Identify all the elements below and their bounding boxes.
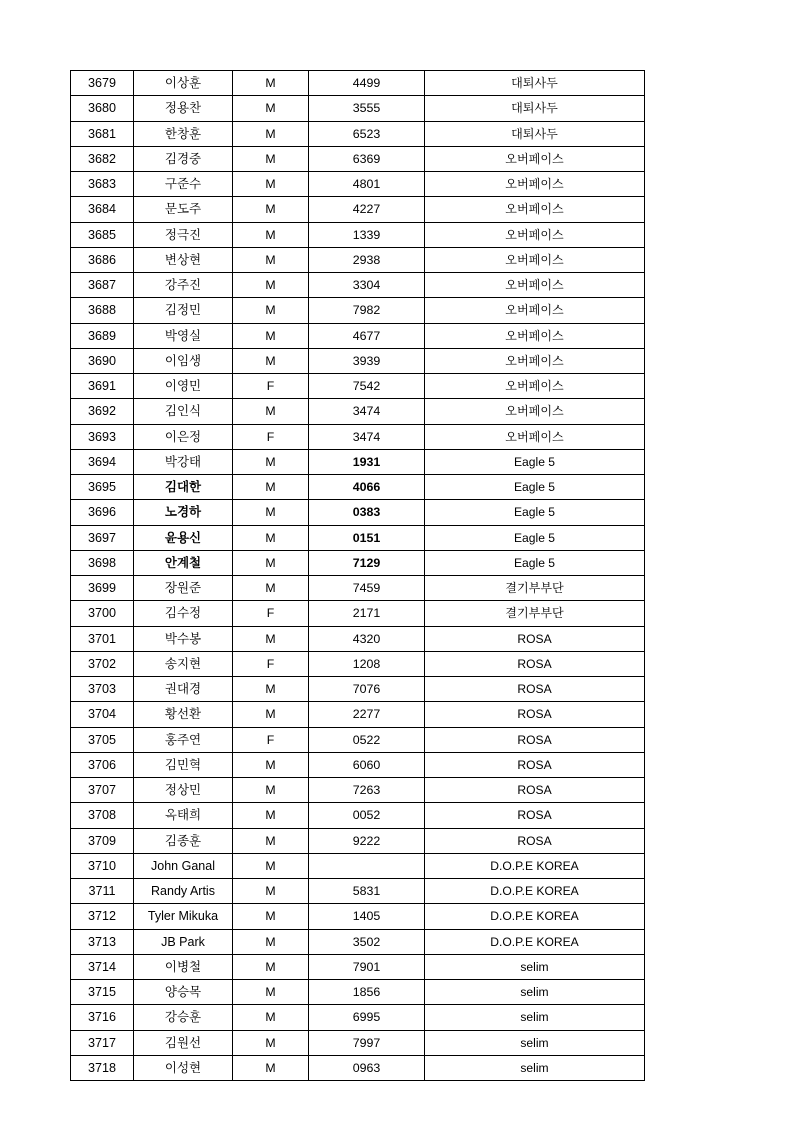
cell-gender: M: [233, 550, 309, 575]
cell-team: 오버페이스: [425, 146, 645, 171]
cell-no: 3690: [71, 348, 134, 373]
cell-name: 양승목: [134, 980, 233, 1005]
cell-gender: M: [233, 803, 309, 828]
cell-name: 이은정: [134, 424, 233, 449]
table-row: [71, 222, 645, 247]
cell-number: 3304: [309, 273, 425, 298]
cell-no: 3716: [71, 1005, 134, 1030]
cell-no: 3700: [71, 601, 134, 626]
cell-team: selim: [425, 980, 645, 1005]
table-row: [71, 954, 645, 979]
cell-team: 대퇴사두: [425, 96, 645, 121]
cell-gender: M: [233, 626, 309, 651]
cell-no: 3715: [71, 980, 134, 1005]
cell-name: 정극진: [134, 222, 233, 247]
cell-team: 오버페이스: [425, 424, 645, 449]
cell-team: selim: [425, 954, 645, 979]
table-row: [71, 1005, 645, 1030]
cell-team: 결기부부단: [425, 601, 645, 626]
cell-gender: M: [233, 121, 309, 146]
cell-team: ROSA: [425, 651, 645, 676]
cell-number: 3555: [309, 96, 425, 121]
cell-no: 3718: [71, 1055, 134, 1080]
cell-number: 7076: [309, 677, 425, 702]
cell-team: 오버페이스: [425, 273, 645, 298]
cell-number: 4801: [309, 172, 425, 197]
cell-gender: M: [233, 449, 309, 474]
cell-number: 0383: [309, 500, 425, 525]
cell-no: 3711: [71, 879, 134, 904]
cell-no: 3695: [71, 475, 134, 500]
cell-no: 3688: [71, 298, 134, 323]
cell-gender: F: [233, 727, 309, 752]
cell-team: ROSA: [425, 752, 645, 777]
cell-number: 3474: [309, 424, 425, 449]
table-row: [71, 374, 645, 399]
cell-no: 3697: [71, 525, 134, 550]
cell-gender: F: [233, 601, 309, 626]
table-row: [71, 853, 645, 878]
cell-number: 7542: [309, 374, 425, 399]
cell-no: 3679: [71, 71, 134, 96]
table-row: [71, 96, 645, 121]
cell-gender: M: [233, 525, 309, 550]
cell-name: 박영실: [134, 323, 233, 348]
table-row: [71, 879, 645, 904]
cell-no: 3685: [71, 222, 134, 247]
cell-gender: F: [233, 651, 309, 676]
cell-no: 3693: [71, 424, 134, 449]
cell-name: 김정민: [134, 298, 233, 323]
table-row: [71, 904, 645, 929]
cell-no: 3704: [71, 702, 134, 727]
table-row: [71, 525, 645, 550]
cell-no: 3703: [71, 677, 134, 702]
cell-no: 3702: [71, 651, 134, 676]
cell-number: 7982: [309, 298, 425, 323]
cell-team: selim: [425, 1055, 645, 1080]
cell-team: 오버페이스: [425, 399, 645, 424]
cell-no: 3682: [71, 146, 134, 171]
cell-name: 강주진: [134, 273, 233, 298]
cell-number: 1339: [309, 222, 425, 247]
cell-name: 이성현: [134, 1055, 233, 1080]
cell-no: 3706: [71, 752, 134, 777]
cell-no: 3699: [71, 576, 134, 601]
cell-gender: M: [233, 172, 309, 197]
cell-no: 3689: [71, 323, 134, 348]
table-row: [71, 828, 645, 853]
cell-team: 오버페이스: [425, 222, 645, 247]
cell-number: 4227: [309, 197, 425, 222]
cell-gender: M: [233, 879, 309, 904]
cell-name: 김종훈: [134, 828, 233, 853]
cell-gender: M: [233, 1005, 309, 1030]
table-row: [71, 71, 645, 96]
cell-number: 6523: [309, 121, 425, 146]
cell-team: Eagle 5: [425, 475, 645, 500]
cell-no: 3680: [71, 96, 134, 121]
cell-team: Eagle 5: [425, 449, 645, 474]
table-row: [71, 651, 645, 676]
cell-name: 박강태: [134, 449, 233, 474]
cell-no: 3710: [71, 853, 134, 878]
cell-gender: M: [233, 929, 309, 954]
cell-number: 4066: [309, 475, 425, 500]
cell-name: 노경하: [134, 500, 233, 525]
cell-number: 2938: [309, 247, 425, 272]
cell-no: 3683: [71, 172, 134, 197]
table-row: [71, 803, 645, 828]
cell-no: 3708: [71, 803, 134, 828]
roster-table-body: [71, 71, 645, 1081]
cell-no: 3698: [71, 550, 134, 575]
cell-gender: M: [233, 677, 309, 702]
cell-gender: M: [233, 399, 309, 424]
table-row: [71, 1055, 645, 1080]
cell-team: ROSA: [425, 702, 645, 727]
cell-team: ROSA: [425, 677, 645, 702]
cell-number: 6060: [309, 752, 425, 777]
cell-gender: M: [233, 222, 309, 247]
cell-number: 7459: [309, 576, 425, 601]
cell-name: John Ganal: [134, 853, 233, 878]
cell-team: ROSA: [425, 803, 645, 828]
table-row: [71, 323, 645, 348]
table-row: [71, 121, 645, 146]
cell-name: 옥태희: [134, 803, 233, 828]
cell-name: 김대한: [134, 475, 233, 500]
cell-number: 7901: [309, 954, 425, 979]
cell-gender: M: [233, 475, 309, 500]
cell-no: 3717: [71, 1030, 134, 1055]
cell-no: 3705: [71, 727, 134, 752]
cell-number: 0963: [309, 1055, 425, 1080]
cell-team: Eagle 5: [425, 550, 645, 575]
cell-team: 대퇴사두: [425, 71, 645, 96]
cell-number: 9222: [309, 828, 425, 853]
cell-no: 3709: [71, 828, 134, 853]
cell-team: ROSA: [425, 727, 645, 752]
cell-no: 3707: [71, 778, 134, 803]
table-row: [71, 702, 645, 727]
table-row: [71, 146, 645, 171]
cell-gender: M: [233, 96, 309, 121]
cell-name: 김인식: [134, 399, 233, 424]
cell-gender: M: [233, 146, 309, 171]
cell-gender: M: [233, 904, 309, 929]
cell-number: 1856: [309, 980, 425, 1005]
cell-team: 오버페이스: [425, 298, 645, 323]
cell-gender: M: [233, 954, 309, 979]
cell-no: 3701: [71, 626, 134, 651]
table-row: [71, 348, 645, 373]
cell-name: 박수봉: [134, 626, 233, 651]
table-row: [71, 727, 645, 752]
cell-team: D.O.P.E KOREA: [425, 929, 645, 954]
cell-number: 1208: [309, 651, 425, 676]
cell-name: 권대경: [134, 677, 233, 702]
table-row: [71, 929, 645, 954]
cell-gender: M: [233, 298, 309, 323]
cell-number: 2277: [309, 702, 425, 727]
cell-team: D.O.P.E KOREA: [425, 904, 645, 929]
cell-no: 3681: [71, 121, 134, 146]
cell-gender: M: [233, 71, 309, 96]
cell-name: 이영민: [134, 374, 233, 399]
table-row: [71, 626, 645, 651]
cell-number: 0522: [309, 727, 425, 752]
cell-gender: M: [233, 1055, 309, 1080]
cell-number: 4320: [309, 626, 425, 651]
cell-name: 홍주연: [134, 727, 233, 752]
table-row: [71, 424, 645, 449]
cell-number: 2171: [309, 601, 425, 626]
cell-name: 변상현: [134, 247, 233, 272]
cell-name: JB Park: [134, 929, 233, 954]
table-row: [71, 197, 645, 222]
cell-team: selim: [425, 1030, 645, 1055]
cell-number: 0052: [309, 803, 425, 828]
cell-team: ROSA: [425, 828, 645, 853]
cell-name: 장원준: [134, 576, 233, 601]
cell-gender: M: [233, 273, 309, 298]
cell-name: 정상민: [134, 778, 233, 803]
cell-gender: M: [233, 828, 309, 853]
cell-no: 3694: [71, 449, 134, 474]
table-row: [71, 475, 645, 500]
cell-team: Eagle 5: [425, 500, 645, 525]
cell-gender: M: [233, 576, 309, 601]
table-row: [71, 980, 645, 1005]
cell-number: 7997: [309, 1030, 425, 1055]
cell-number: 6369: [309, 146, 425, 171]
table-row: [71, 399, 645, 424]
cell-no: 3714: [71, 954, 134, 979]
table-row: [71, 778, 645, 803]
cell-name: 문도주: [134, 197, 233, 222]
cell-team: 대퇴사두: [425, 121, 645, 146]
cell-gender: M: [233, 1030, 309, 1055]
cell-no: 3692: [71, 399, 134, 424]
cell-no: 3696: [71, 500, 134, 525]
cell-gender: M: [233, 197, 309, 222]
cell-number: 7263: [309, 778, 425, 803]
table-row: [71, 500, 645, 525]
table-row: [71, 550, 645, 575]
table-row: [71, 752, 645, 777]
cell-name: 김경중: [134, 146, 233, 171]
cell-name: 한창훈: [134, 121, 233, 146]
table-row: [71, 449, 645, 474]
cell-team: Eagle 5: [425, 525, 645, 550]
cell-name: 김민혁: [134, 752, 233, 777]
cell-team: ROSA: [425, 778, 645, 803]
cell-name: 김수정: [134, 601, 233, 626]
cell-name: 정용찬: [134, 96, 233, 121]
cell-team: 오버페이스: [425, 197, 645, 222]
roster-table: [70, 70, 645, 1081]
cell-team: 오버페이스: [425, 348, 645, 373]
table-row: [71, 677, 645, 702]
cell-gender: M: [233, 702, 309, 727]
cell-gender: M: [233, 348, 309, 373]
cell-gender: F: [233, 424, 309, 449]
cell-number: 6995: [309, 1005, 425, 1030]
cell-team: selim: [425, 1005, 645, 1030]
table-row: [71, 601, 645, 626]
cell-gender: F: [233, 374, 309, 399]
cell-number: 1931: [309, 449, 425, 474]
cell-name: 안계철: [134, 550, 233, 575]
cell-team: 오버페이스: [425, 247, 645, 272]
cell-name: 이상훈: [134, 71, 233, 96]
cell-name: 황선환: [134, 702, 233, 727]
cell-name: 송지현: [134, 651, 233, 676]
cell-no: 3687: [71, 273, 134, 298]
cell-gender: M: [233, 778, 309, 803]
cell-gender: M: [233, 323, 309, 348]
cell-gender: M: [233, 980, 309, 1005]
table-row: [71, 1030, 645, 1055]
cell-number: 7129: [309, 550, 425, 575]
table-row: [71, 576, 645, 601]
cell-name: 이병철: [134, 954, 233, 979]
cell-number: [309, 853, 425, 878]
cell-number: 4499: [309, 71, 425, 96]
cell-gender: M: [233, 247, 309, 272]
cell-name: 김원선: [134, 1030, 233, 1055]
table-row: [71, 247, 645, 272]
cell-no: 3712: [71, 904, 134, 929]
cell-number: 0151: [309, 525, 425, 550]
cell-number: 3502: [309, 929, 425, 954]
cell-number: 5831: [309, 879, 425, 904]
cell-number: 3474: [309, 399, 425, 424]
cell-team: 오버페이스: [425, 172, 645, 197]
cell-no: 3713: [71, 929, 134, 954]
cell-no: 3684: [71, 197, 134, 222]
cell-number: 1405: [309, 904, 425, 929]
cell-no: 3691: [71, 374, 134, 399]
cell-team: 오버페이스: [425, 323, 645, 348]
cell-team: ROSA: [425, 626, 645, 651]
cell-name: 윤용신: [134, 525, 233, 550]
cell-name: 구준수: [134, 172, 233, 197]
cell-team: 오버페이스: [425, 374, 645, 399]
cell-gender: M: [233, 752, 309, 777]
cell-name: Tyler Mikuka: [134, 904, 233, 929]
cell-team: D.O.P.E KOREA: [425, 853, 645, 878]
table-row: [71, 172, 645, 197]
cell-number: 4677: [309, 323, 425, 348]
table-row: [71, 298, 645, 323]
cell-team: 결기부부단: [425, 576, 645, 601]
cell-gender: M: [233, 853, 309, 878]
cell-name: 이임생: [134, 348, 233, 373]
cell-team: D.O.P.E KOREA: [425, 879, 645, 904]
cell-gender: M: [233, 500, 309, 525]
cell-number: 3939: [309, 348, 425, 373]
cell-no: 3686: [71, 247, 134, 272]
cell-name: Randy Artis: [134, 879, 233, 904]
table-row: [71, 273, 645, 298]
cell-name: 강승훈: [134, 1005, 233, 1030]
